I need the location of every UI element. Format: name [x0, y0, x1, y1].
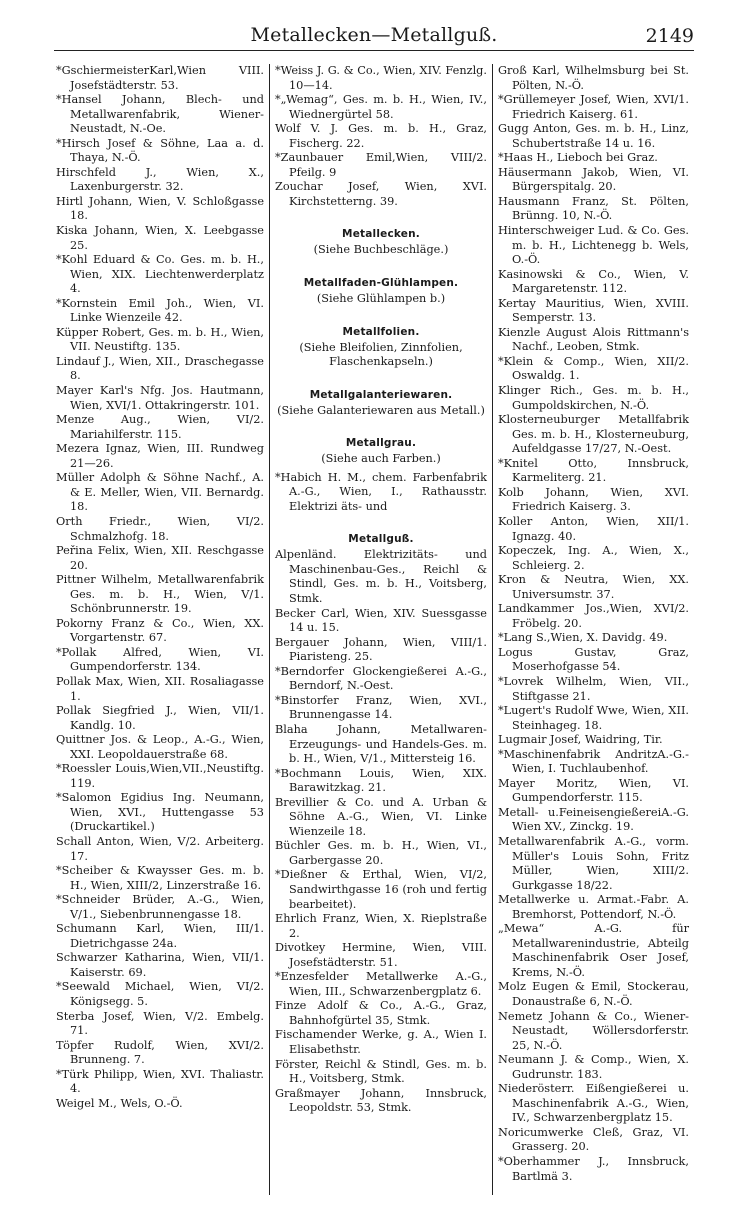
directory-entry: *Habich H. M., chem. Farbenfabrik A.-G., Wien, I., Rathausstr. Elektrizi äts- und: [275, 470, 487, 513]
section-heading: Metallfaden-Glühlampen.: [303, 277, 459, 290]
directory-entry: Klosterneuburger Metallfabrik Ges. m. b. H., Klosterneuburg, Aufeldgasse 17/27, N.-Oest.: [498, 413, 689, 456]
section-heading: Metallguß.: [348, 533, 414, 546]
directory-entry: Nemetz Johann & Co., Wiener-Neustadt, Wöllersdorferstr. 25, N.-Ö.: [498, 1009, 689, 1052]
directory-entry: *Schneider Brüder, A.-G., Wien, V/1., Siebenbrunnengasse 18.: [56, 893, 264, 921]
directory-entry: Lindauf J., Wien, XII., Draschegasse 8.: [56, 354, 264, 383]
directory-entry: *Knitel Otto, Innsbruck, Karmeliterg. 21.: [498, 456, 689, 485]
directory-entry: Alpenländ. Elektrizitäts- und Maschinenbau-Ges., Reichl & Stindl, Ges. m. b. H., Voitsberg, Stmk.: [275, 548, 487, 606]
directory-entry: Mayer Moritz, Wien, VI. Gumpendorferstr. 115.: [498, 776, 689, 805]
directory-entry: Divotkey Hermine, Wien, VIII. Josefstädterstr. 51.: [275, 941, 487, 969]
column-2: [269, 64, 492, 1195]
directory-entry: Klinger Rich., Ges. m. b. H., Gumpoldskirchen, N.-Ö.: [498, 384, 689, 412]
directory-entry: Koller Anton, Wien, XII/1. Ignazg. 40.: [498, 514, 689, 543]
directory-entry: Orth Friedr., Wien, VI/2. Schmalzhofg. 18.: [56, 514, 264, 543]
cross-reference: (Siehe Buchbeschläge.): [313, 243, 449, 257]
directory-entry: Küpper Robert, Ges. m. b. H., Wien, VII. Neustiftg. 135.: [56, 325, 264, 354]
directory-entry: Blaha Johann, Metallwaren-Erzeugungs- und Handels-Ges. m. b. H., Wien, V/1., Mittersteig 16.: [275, 722, 487, 766]
directory-entry: *Scheiber & Kwaysser Ges. m. b. H., Wien, XIII/2, Linzerstraße 16.: [56, 864, 264, 892]
directory-entry: Töpfer Rudolf, Wien, XVI/2. Brunneng. 7.: [56, 1038, 264, 1067]
directory-entry: Mayer Karl's Nfg. Jos. Hautmann, Wien, XVI/1. Ottakringerstr. 101.: [56, 384, 264, 412]
directory-entry: *Lovrek Wilhelm, Wien, VII., Stiftgasse 21.: [498, 674, 689, 703]
directory-entry: Kienzle August Alois Rittmann's Nachf., Leoben, Stmk.: [498, 325, 689, 354]
directory-entry: Molz Eugen & Emil, Stockerau, Donaustraße 6, N.-Ö.: [498, 980, 689, 1008]
section-heading: Metallgalanteriewaren.: [309, 388, 453, 401]
directory-entry: Brevillier & Co. und A. Urban & Söhne A.-G., Wien, VI. Linke Wienzeile 18.: [275, 795, 487, 838]
directory-entry: *Berndorfer Glockengießerei A.-G., Berndorf, N.-Oest.: [275, 664, 487, 693]
directory-entry: Kiska Johann, Wien, X. Leebgasse 25.: [56, 224, 264, 252]
section-heading: Metallgrau.: [345, 437, 417, 450]
directory-entry: *Dießner & Erthal, Wien, VI/2, Sandwirthgasse 16 (roh und fertig bearbeitet).: [275, 868, 487, 911]
directory-entry: Lugmair Josef, Waidring, Tir.: [498, 733, 663, 747]
directory-entry: Büchler Ges. m. b. H., Wien, VI., Garbergasse 20.: [275, 839, 487, 867]
directory-entry: *Weiss J. G. & Co., Wien, XIV. Fenzlg. 10—14.: [275, 64, 487, 92]
directory-entry: Wolf V. J. Ges. m. b. H., Graz, Fischerg. 22.: [275, 122, 487, 150]
directory-entry: *GschiermeisterKarl,Wien VIII. Josefstädterstr. 53.: [56, 64, 264, 92]
directory-entry: Niederösterr. Eißengießerei u. Maschinenfabrik A.-G., Wien, IV., Schwarzenbergplatz 15.: [498, 1082, 689, 1125]
directory-entry: Zouchar Josef, Wien, XVI. Kirchstetterng. 39.: [275, 180, 487, 208]
cross-reference: (Siehe Galanteriewaren aus Metall.): [277, 403, 485, 417]
directory-entry: Neumann J. & Comp., Wien, X. Gudrunstr. 183.: [498, 1053, 689, 1081]
directory-entry: Weigel M., Wels, O.-Ö.: [56, 1096, 183, 1110]
page-title: Metallecken—Metallguß.: [250, 24, 498, 46]
directory-entry: Hinterschweiger Lud. & Co. Ges. m. b. H., Lichtenegg b. Wels, O.-Ö.: [498, 224, 689, 267]
directory-entry: *Hirsch Josef & Söhne, Laa a. d. Thaya, N.-Ö.: [56, 136, 264, 165]
directory-entry: Sterba Josef, Wien, V/2. Embelg. 71.: [56, 1009, 264, 1038]
directory-entry: *Seewald Michael, Wien, VI/2. Königsegg. 5.: [56, 980, 264, 1008]
directory-entry: *Oberhammer J., Innsbruck, Bartlmä 3.: [498, 1155, 689, 1183]
cross-reference: (Siehe Bleifolien, Zinnfolien, Flaschenkapseln.): [299, 340, 463, 369]
directory-entry: Metallwarenfabrik A.-G., vorm. Müller's Louis Sohn, Fritz Müller, Wien, XIII/2. Gurkgasse 18/22.: [498, 834, 689, 892]
directory-entry: Pollak Siegfried J., Wien, VII/1. Kandlg. 10.: [56, 704, 264, 732]
directory-entry: *Binstorfer Franz, Wien, XVI., Brunnengasse 14.: [275, 693, 487, 722]
directory-entry: Graßmayer Johann, Innsbruck, Leopoldstr. 53, Stmk.: [275, 1086, 487, 1115]
column-3: [492, 64, 694, 1195]
directory-entry: Müller Adolph & Söhne Nachf., A. & E. Meller, Wien, VII. Bernardg. 18.: [56, 471, 264, 514]
directory-entry: Häusermann Jakob, Wien, VI. Bürgerspitalg. 20.: [498, 165, 689, 194]
cross-reference: (Siehe Glühlampen b.): [316, 292, 446, 306]
directory-entry: Fischamender Werke, g. A., Wien I. Elisabethstr.: [275, 1028, 487, 1056]
directory-entry: Schumann Karl, Wien, III/1. Dietrichgasse 24a.: [56, 922, 264, 950]
directory-entry: Menze Aug., Wien, VI/2. Mariahilferstr. 115.: [56, 413, 264, 441]
directory-entry: *Enzesfelder Metallwerke A.-G., Wien, III., Schwarzenbergplatz 6.: [275, 970, 487, 998]
directory-entry: Groß Karl, Wilhelmsburg bei St. Pölten, N.-Ö.: [498, 64, 689, 92]
directory-entry: *Klein & Comp., Wien, XII/2. Oswaldg. 1.: [498, 354, 689, 383]
directory-entry: *Zaunbauer Emil,Wien, VIII/2. Pfeilg. 9: [275, 151, 487, 179]
section-heading: Metallecken.: [342, 228, 420, 241]
directory-entry: Kasinowski & Co., Wien, V. Margaretenstr. 112.: [498, 267, 689, 296]
running-header: [54, 20, 694, 51]
directory-entry: Finze Adolf & Co., A.-G., Graz, Bahnhofgürtel 35, Stmk.: [275, 999, 487, 1027]
column-1: [54, 64, 269, 1195]
directory-entry: *Kornstein Emil Joh., Wien, VI. Linke Wienzeile 42.: [56, 296, 264, 325]
directory-entry: Kron & Neutra, Wien, XX. Universumstr. 37.: [498, 573, 689, 601]
directory-entry: Ehrlich Franz, Wien, X. Rieplstraße 2.: [275, 912, 487, 940]
directory-entry: Pokorny Franz & Co., Wien, XX. Vorgartenstr. 67.: [56, 616, 264, 645]
page-number: 2149: [645, 25, 694, 47]
directory-entry: *Kohl Eduard & Co. Ges. m. b. H., Wien, XIX. Liechtenwerderplatz 4.: [56, 253, 264, 296]
directory-entry: *Maschinenfabrik AndritzA.-G.-Wien, I. Tuchlaubenhof.: [498, 747, 689, 776]
directory-entry: *Türk Philipp, Wien, XVI. Thaliastr. 4.: [56, 1067, 264, 1096]
directory-entry: *Roessler Louis,Wien,VII.,Neustiftg. 119.: [56, 762, 264, 790]
directory-entry: *Lugert's Rudolf Wwe, Wien, XII. Steinhageg. 18.: [498, 704, 689, 732]
directory-entry: Schall Anton, Wien, V/2. Arbeiterg. 17.: [56, 834, 264, 863]
directory-entry: Gugg Anton, Ges. m. b. H., Linz, Schubertstraße 14 u. 16.: [498, 122, 689, 150]
directory-entry: *„Wemag“, Ges. m. b. H., Wien, IV., Wiednergürtel 58.: [275, 93, 487, 121]
directory-entry: Schwarzer Katharina, Wien, VII/1. Kaiserstr. 69.: [56, 951, 264, 979]
directory-entry: Mezera Ignaz, Wien, III. Rundweg 21—26.: [56, 442, 264, 470]
directory-entry: Peřina Felix, Wien, XII. Reschgasse 20.: [56, 544, 264, 572]
directory-entry: Kopeczek, Ing. A., Wien, X., Schleierg. 2.: [498, 544, 689, 572]
directory-entry: Noricumwerke Cleß, Graz, VI. Grasserg. 20.: [498, 1125, 689, 1154]
directory-entry: Bergauer Johann, Wien, VIII/1. Piaristeng. 25.: [275, 635, 487, 664]
section-heading: Metallfolien.: [342, 325, 420, 338]
directory-entry: *Bochmann Louis, Wien, XIX. Barawitzkag. 21.: [275, 766, 487, 795]
directory-entry: Förster, Reichl & Stindl, Ges. m. b. H., Voitsberg, Stmk.: [275, 1057, 487, 1086]
directory-entry: Quittner Jos. & Leop., A.-G., Wien, XXI. Leopoldauerstraße 68.: [56, 733, 264, 761]
directory-entry: Hirtl Johann, Wien, V. Schloßgasse 18.: [56, 194, 264, 223]
columns-container: [54, 64, 694, 1195]
directory-entry: *Haas H., Lieboch bei Graz.: [498, 151, 658, 165]
directory-entry: Kertay Mauritius, Wien, XVIII. Semperstr. 13.: [498, 296, 689, 325]
directory-entry: *Lang S.,Wien, X. Davidg. 49.: [498, 631, 668, 645]
directory-entry: Metall- u.FeineisengießereiA.-G. Wien XV., Zinckg. 19.: [498, 805, 689, 834]
directory-entry: Kolb Johann, Wien, XVI. Friedrich Kaiserg. 3.: [498, 485, 689, 514]
directory-entry: Landkammer Jos.,Wien, XVI/2. Fröbelg. 20.: [498, 602, 689, 630]
directory-entry: *Pollak Alfred, Wien, VI. Gumpendorferstr. 134.: [56, 645, 264, 674]
directory-entry: Pittner Wilhelm, Metallwarenfabrik Ges. m. b. H., Wien, V/1. Schönbrunnerstr. 19.: [56, 573, 264, 616]
directory-entry: *Grüllemeyer Josef, Wien, XVI/1. Friedrich Kaiserg. 61.: [498, 93, 689, 121]
directory-entry: Metallwerke u. Armat.-Fabr. A. Bremhorst, Pottendorf, N.-Ö.: [498, 893, 689, 921]
directory-entry: *Salomon Egidius Ing. Neumann, Wien, XVI., Huttengasse 53 (Druckartikel.): [56, 791, 264, 834]
directory-entry: Becker Carl, Wien, XIV. Suessgasse 14 u. 15.: [275, 606, 487, 635]
directory-entry: Hirschfeld J., Wien, X., Laxenburgerstr. 32.: [56, 165, 264, 194]
cross-reference: (Siehe auch Farben.): [321, 452, 441, 466]
directory-entry: Logus Gustav, Graz, Moserhofgasse 54.: [498, 645, 689, 674]
directory-entry: „Mewa“ A.-G. für Metallwarenindustrie, Abteilg Maschinenfabrik Oser Josef, Krems, N.-Ö.: [498, 922, 689, 979]
directory-entry: Hausmann Franz, St. Pölten, Brünng. 10, N.-Ö.: [498, 194, 689, 223]
directory-entry: Pollak Max, Wien, XII. Rosaliagasse 1.: [56, 674, 264, 703]
directory-entry: *Hansel Johann, Blech- und Metallwarenfabrik, Wiener-Neustadt, N.-Oe.: [56, 93, 264, 136]
